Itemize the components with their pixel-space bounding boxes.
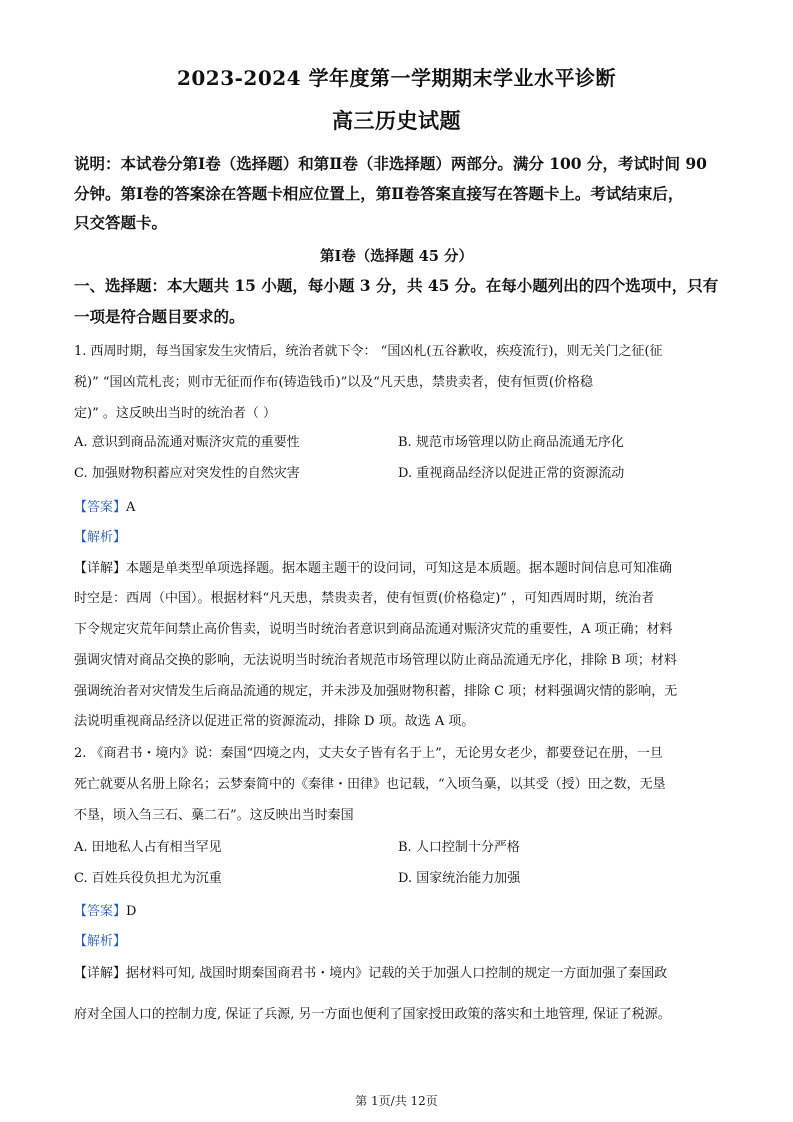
q1-detail-text-1: 本题是单类型单项选择题。据本题主题干的设问词，可知这是本质题。据本题时间信息可知准确 <box>126 561 673 576</box>
q1-stem-line-1: 1. 西周时期，每当国家发生灾情后，统治者就下令： “国凶札(五谷歉收，疾疫流行)，则无关门之征(征 <box>74 344 663 359</box>
q1-analysis: 【解析】 <box>74 530 127 545</box>
q1-option-c: C. 加强财物积蓄应对突发性的自然灾害 <box>74 466 300 481</box>
section-heading-2: 一项是符合题目要求的。 <box>74 307 245 326</box>
q1-detail-label: 详解 <box>87 561 114 576</box>
q1-detail-line-1: 【详解】本题是单类型单项选择题。据本题主题干的设问词，可知这是本质题。据本题时间信息可知准确 <box>74 561 673 576</box>
q1-stem-line-2: 税)” “国凶荒札丧；则市无征而作布(铸造钱币)”以及“凡天患，禁贵卖者，使有恒贾(价格稳 <box>74 375 594 390</box>
q1-option-d: D. 重视商品经济以促进正常的资源流动 <box>398 466 625 481</box>
q2-detail-label: 详解 <box>87 966 114 981</box>
q2-option-b: B. 人口控制十分严格 <box>398 840 520 855</box>
q1-detail-line-5: 强调统治者对灾情发生后商品流通的规定，并未涉及加强财物积蓄，排除 C 项；材料强调灾情的影响，无 <box>74 684 678 699</box>
q2-answer-label: 答案 <box>87 904 114 919</box>
q2-detail-line-1: 【详解】据材料可知, 战国时期秦国商君书・境内》记载的关于加强人口控制的规定一方面加强了秦国政 <box>74 966 668 981</box>
section-title: 第Ⅰ卷（选择题 45 分） <box>319 248 474 265</box>
q1-answer-value: A <box>126 500 136 515</box>
q1-stem-line-3: 定)” 。这反映出当时的统治者（ ） <box>74 406 276 421</box>
q2-detail-text-1: 据材料可知, 战国时期秦国商君书・境内》记载的关于加强人口控制的规定一方面加强了秦国政 <box>126 966 668 981</box>
exam-subtitle: 高三历史试题 <box>332 108 461 133</box>
q1-detail-line-3: 下令规定灾荒年间禁止高价售卖，说明当时统治者意识到商品流通对赈济灾荒的重要性，A 项正确；材料 <box>74 622 673 637</box>
instructions-line-2: 分钟。第Ⅰ卷的答案涂在答题卡相应位置上，第Ⅱ卷答案直接写在答题卡上。考试结束后， <box>74 184 684 203</box>
instructions-line-1: 说明：本试卷分第Ⅰ卷（选择题）和第Ⅱ卷（非选择题）两部分。满分 100 分，考试时间 90 <box>74 154 707 173</box>
q2-detail-line-2: 府对全国人口的控制力度, 保证了兵源, 另一方面也便利了国家授田政策的落实和土地管理, 保证了税源。 <box>74 1007 671 1022</box>
q2-answer: 【答案】D <box>74 904 137 919</box>
q1-answer-label: 答案 <box>87 500 114 515</box>
q2-analysis: 【解析】 <box>74 934 127 949</box>
q1-option-a: A. 意识到商品流通对赈济灾荒的重要性 <box>74 435 300 450</box>
q2-option-c: C. 百姓兵役负担尤为沉重 <box>74 871 222 886</box>
q1-option-b: B. 规范市场管理以防止商品流通无序化 <box>398 435 624 450</box>
q2-answer-value: D <box>126 904 137 919</box>
q2-option-a: A. 田地私人占有相当罕见 <box>74 840 222 855</box>
exam-title: 2023-2024 学年度第一学期期末学业水平诊断 <box>176 66 617 90</box>
page-number: 第 1页/共 12页 <box>355 1094 438 1108</box>
q1-analysis-label: 解析 <box>87 530 114 545</box>
q2-stem-line-2: 死亡就要从名册上除名；云梦秦简中的《秦律・田律》也记载，“入顷刍稾，以其受（授）田之数，无垦 <box>74 777 666 792</box>
q2-stem-line-3: 不垦，顷入刍三石、稾二石”。这反映出当时秦国 <box>74 808 354 823</box>
q2-analysis-label: 解析 <box>87 934 114 949</box>
q1-detail-line-2: 时空是：西周（中国）。根据材料“凡天患，禁贵卖者，使有恒贾(价格稳定)” ，可知西周时期，统治者 <box>74 591 655 606</box>
q1-detail-line-6: 法说明重视商品经济以促进正常的资源流动，排除 D 项。故选 A 项。 <box>74 714 475 729</box>
instructions-line-3: 只交答题卡。 <box>74 213 168 232</box>
section-heading-1: 一、选择题：本大题共 15 小题，每小题 3 分，共 45 分。在每小题列出的四个选项中，只有 <box>74 276 719 295</box>
q1-detail-line-4: 强调灾情对商品交换的影响，无法说明当时统治者规范市场管理以防止商品流通无序化，排除 B 项；材料 <box>74 653 677 668</box>
q1-answer: 【答案】A <box>74 500 136 515</box>
q2-stem-line-1: 2. 《商君书・境内》说：秦国“四境之内，丈夫女子皆有名于上”，无论男女老少，都要登记在册，一旦 <box>74 746 663 761</box>
q2-option-d: D. 国家统治能力加强 <box>398 871 521 886</box>
